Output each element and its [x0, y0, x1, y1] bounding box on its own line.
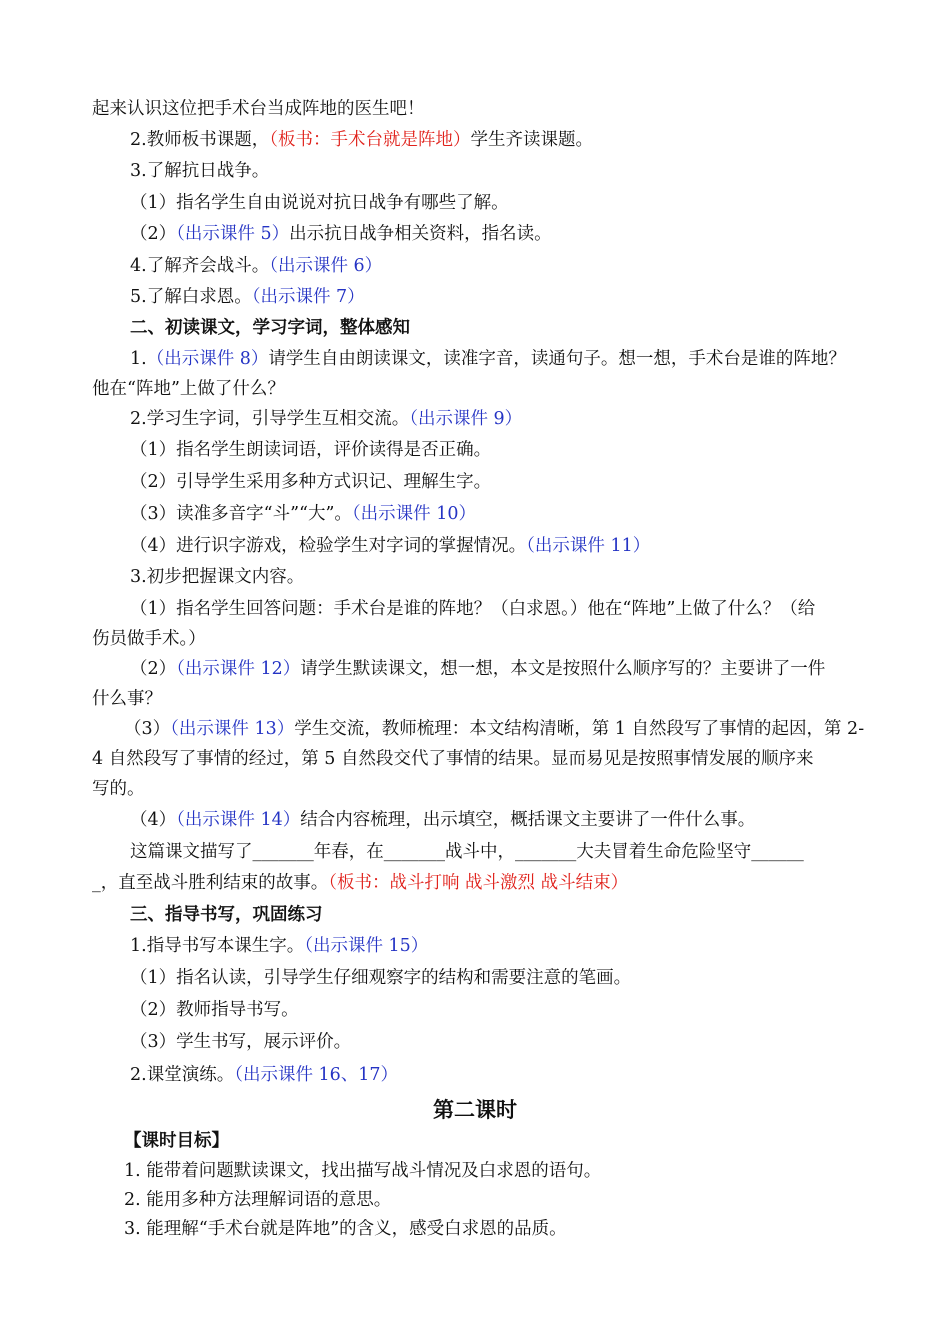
text: 请学生自由朗读课文，读准字音，读通句子。想一想，手术台是谁的阵地？: [268, 349, 846, 369]
text-line: [130, 998, 299, 1022]
text: 写的。: [92, 779, 145, 799]
text: 3. 能理解“手术台就是阵地”的含义，感受白求恩的品质。: [124, 1219, 567, 1239]
text: 3.初步把握课文内容。: [130, 567, 305, 587]
courseware-ref: （出示课件 10）: [351, 504, 477, 524]
board-note: （板书：战斗打响 战斗激烈 战斗结束）: [328, 873, 629, 893]
text-line: [92, 377, 285, 401]
text-line: [130, 159, 269, 183]
heading-text: 二、初读课文，学习字词，整体感知: [130, 318, 410, 338]
text: 4 自然段写了事情的经过，第 5 自然段交代了事情的结果。显而易见是按照事情发展的顺序来: [92, 749, 814, 769]
section-heading: [130, 316, 410, 340]
text: 2.教师板书课题，: [130, 130, 270, 150]
text-line: [130, 657, 825, 681]
text-line: [130, 128, 593, 152]
text: 2.课堂演练。: [130, 1065, 235, 1085]
courseware-ref: （出示课件 11）: [526, 536, 651, 556]
text: （1）指名学生回答问题：手术台是谁的阵地？（白求恩。）他在“阵地”上做了什么？（给: [130, 599, 816, 619]
courseware-ref: （出示课件 8）: [146, 349, 269, 369]
courseware-ref: （出示课件 9）: [409, 409, 523, 429]
text: （4）: [130, 810, 177, 830]
text-line: [130, 808, 755, 832]
text-line: [130, 534, 650, 558]
text-line: [130, 597, 815, 621]
lesson-title: [0, 1098, 950, 1122]
text: （4）进行识字游戏，检验学生对字词的掌握情况。: [130, 536, 527, 556]
title-text: 第二课时: [433, 1097, 517, 1122]
text-line: [130, 438, 491, 462]
text-line: [130, 966, 631, 990]
objective-item: [124, 1188, 391, 1212]
text-line: [92, 627, 206, 651]
text: （2）引导学生采用多种方式识记、理解生字。: [130, 472, 492, 492]
text-line: [92, 777, 145, 801]
objectives-heading: [124, 1129, 229, 1153]
text-line: [130, 1030, 351, 1054]
heading-text: 【课时目标】: [124, 1131, 229, 1151]
text-line: [92, 687, 162, 711]
text-line: [130, 502, 476, 526]
text-line: [130, 1063, 398, 1087]
text: （1）指名学生自由说说对抗日战争有哪些了解。: [130, 193, 509, 213]
text-line: [124, 717, 864, 741]
text: 这篇课文描写了_______年春，在_______战斗中，_______大夫冒着生命危险坚守______: [130, 842, 804, 862]
courseware-ref: （出示课件 16、17）: [234, 1065, 399, 1085]
section-heading: [130, 903, 323, 927]
text: 5.了解白求恩。: [130, 287, 252, 307]
text-line: [130, 934, 428, 958]
courseware-ref: （出示课件 15）: [304, 936, 429, 956]
text: 4.了解齐会战斗。: [130, 256, 270, 276]
text-line: [130, 565, 304, 589]
text-line: [130, 407, 522, 431]
text: （1）指名认读，引导学生仔细观察字的结构和需要注意的笔画。: [130, 968, 632, 988]
text: （2）教师指导书写。: [130, 1000, 299, 1020]
objective-item: [124, 1217, 567, 1241]
text: （2）: [130, 659, 177, 679]
text: 1. 能带着问题默读课文，找出描写战斗情况及白求恩的语句。: [124, 1161, 602, 1181]
text-line: [92, 747, 813, 771]
text: 起来认识这位把手术台当成阵地的医生吧！: [92, 99, 425, 119]
text: 请学生默读课文，想一想，本文是按照什么顺序写的？主要讲了一件: [300, 659, 826, 679]
text-line: [130, 191, 509, 215]
text: （3）: [124, 719, 171, 739]
fill-blank-line: [92, 871, 628, 895]
courseware-ref: （出示课件 14）: [176, 810, 301, 830]
text: 学生齐读课题。: [470, 130, 593, 150]
text: 1.: [130, 349, 147, 369]
text-line: [92, 97, 425, 121]
text-line: [130, 347, 846, 371]
text-line: [130, 285, 365, 309]
text: 2. 能用多种方法理解词语的意思。: [124, 1190, 392, 1210]
courseware-ref: （出示课件 7）: [251, 287, 365, 307]
text: （3）学生书写，展示评价。: [130, 1032, 352, 1052]
text: 什么事？: [92, 689, 162, 709]
board-note: （板书：手术台就是阵地）: [269, 130, 471, 150]
text: 学生交流，教师梳理：本文结构清晰，第 1 自然段写了事情的起因，第 2-: [294, 719, 865, 739]
objective-item: [124, 1159, 601, 1183]
text: 出示抗日战争相关资料，指名读。: [289, 224, 552, 244]
text: 他在“阵地”上做了什么？: [92, 379, 285, 399]
text: 伤员做手术。）: [92, 629, 206, 649]
courseware-ref: （出示课件 6）: [269, 256, 383, 276]
courseware-ref: （出示课件 13）: [170, 719, 295, 739]
text: 2.学习生字词，引导学生互相交流。: [130, 409, 410, 429]
text: 3.了解抗日战争。: [130, 161, 270, 181]
text-line: [130, 470, 491, 494]
courseware-ref: （出示课件 12）: [176, 659, 301, 679]
text: 1.指导书写本课生字。: [130, 936, 305, 956]
text-line: [130, 222, 552, 246]
text-line: [130, 254, 382, 278]
courseware-ref: （出示课件 5）: [176, 224, 290, 244]
fill-blank-line: [130, 840, 804, 864]
text: _，直至战斗胜利结束的故事。: [92, 873, 329, 893]
text: （2）: [130, 224, 177, 244]
heading-text: 三、指导书写，巩固练习: [130, 905, 323, 925]
text: 结合内容梳理，出示填空，概括课文主要讲了一件什么事。: [300, 810, 756, 830]
text: （3）读准多音字“斗”“大”。: [130, 504, 352, 524]
text: （1）指名学生朗读词语，评价读得是否正确。: [130, 440, 492, 460]
